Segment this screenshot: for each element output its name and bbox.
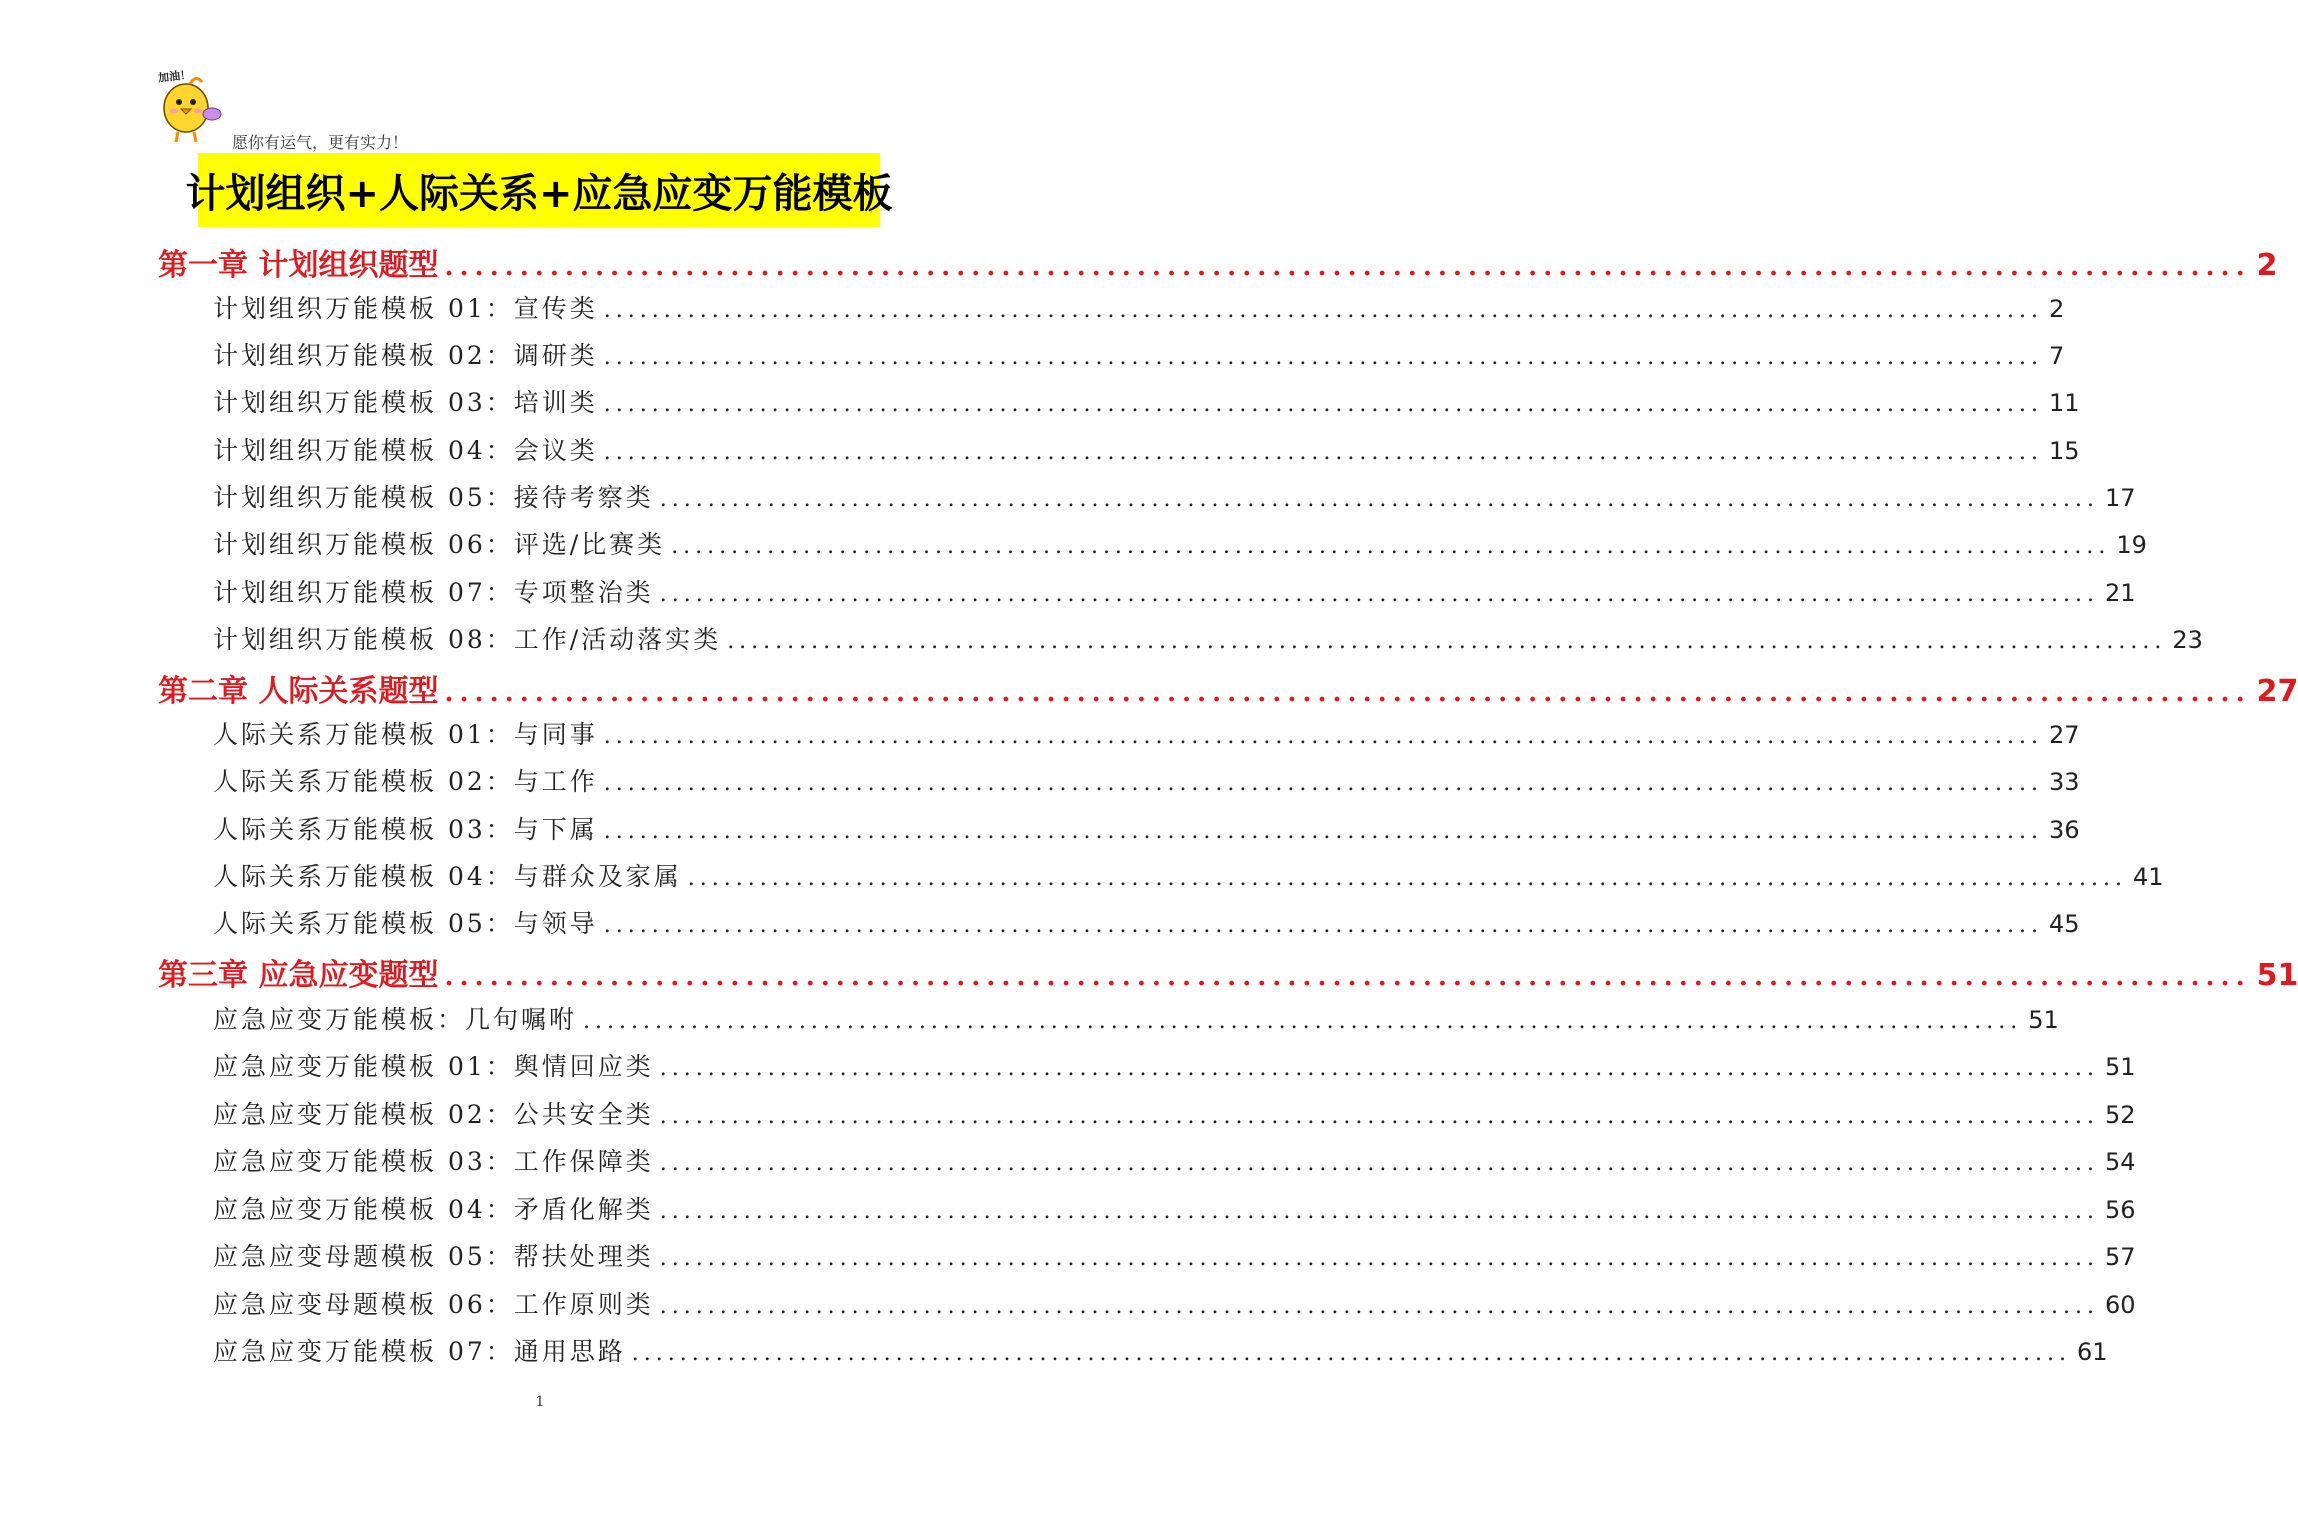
page-number: 1 [535,1394,545,1410]
toc-item-row [213,904,2080,948]
toc-page-number: 19 [2116,531,2147,559]
toc-item-row [213,762,2080,806]
toc-leader-dots: ........................................................................................................................ [631,1341,2071,1366]
toc-item-row [213,478,2136,522]
toc-leader-dots: ........................................................................................................................ [603,819,2043,844]
toc-page-number: 2 [2048,295,2065,323]
toc-item-row [213,620,2203,664]
toc-item-title: 应急应变母题模板 06：工作原则类 [213,1290,654,1319]
toc-leader-dots: ........................................................................................................................ [603,392,2043,417]
toc-leader-dots: ........................................................................................................................ [659,1151,2099,1176]
toc-item-title: 应急应变母题模板 05：帮扶处理类 [213,1242,654,1271]
toc-item-title: 计划组织万能模板 06：评选/比赛类 [213,530,666,559]
document-title-banner [185,153,893,227]
toc-item-title: 应急应变万能模板：几句嘱咐 [213,1005,578,1034]
toc-page-number: 41 [2132,863,2164,891]
toc-item-title: 计划组织万能模板 01：宣传类 [213,294,598,323]
toc-item-title: 人际关系万能模板 04：与群众及家属 [213,862,682,891]
toc-page-number: 57 [2104,1243,2136,1271]
toc-leader-dots: ........................................................................................................................ [659,1056,2099,1081]
toc-item-title: 计划组织万能模板 05：接待考察类 [213,483,654,512]
toc-leader-dots: ........................................................................................................................ [444,962,2251,992]
toc-page-number: 17 [2104,484,2136,512]
toc-page-number: 61 [2076,1338,2108,1366]
toc-leader-dots: ........................................................................................................................ [603,298,2043,323]
toc-item-row [213,1285,2136,1329]
toc-page-number: 7 [2048,342,2065,370]
toc-leader-dots: ........................................................................................................................ [659,1294,2099,1319]
motto-text: 愿你有运气，更有实力！ [232,133,409,152]
toc-leader-dots: ........................................................................................................................ [603,440,2043,465]
toc-leader-dots: ........................................................................................................................ [659,582,2099,607]
toc-chapter-row [158,950,2298,998]
toc-item-title: 应急应变万能模板 01：舆情回应类 [213,1052,654,1081]
toc-item-title: 人际关系万能模板 05：与领导 [213,909,598,938]
toc-page-number: 52 [2104,1101,2136,1129]
mascot-caption: 加油！ [157,68,192,85]
toc-item-title: 计划组织万能模板 08：工作/活动落实类 [213,625,722,654]
toc-item-row [213,383,2080,427]
toc-leader-dots: ........................................................................................................................ [603,345,2043,370]
toc-leader-dots: ........................................................................................................................ [659,1246,2099,1271]
toc-leader-dots: ........................................................................................................................ [659,1104,2099,1129]
toc-item-title: 计划组织万能模板 02：调研类 [213,341,598,370]
toc-page-number: 15 [2048,437,2080,465]
toc-page-number: 51 [2104,1053,2136,1081]
toc-item-row [213,431,2080,475]
toc-item-title: 应急应变万能模板 02：公共安全类 [213,1100,654,1129]
toc-page-number: 60 [2104,1291,2136,1319]
toc-item-row [213,1190,2136,1234]
toc-chapter-title: 第一章 计划组织题型 [158,248,439,283]
toc-item-row [213,810,2080,854]
toc-page-number: 45 [2048,910,2080,938]
toc-item-row [213,857,2164,901]
toc-item-row [213,336,2065,380]
toc-chapter-title: 第三章 应急应变题型 [158,958,439,993]
toc-page-number: 33 [2048,768,2080,796]
toc-page-number: 21 [2104,579,2136,607]
toc-item-title: 人际关系万能模板 03：与下属 [213,815,598,844]
toc-item-row [213,1142,2136,1186]
toc-page-number: 36 [2048,816,2080,844]
document-title: 计划组织+人际关系+应急应变万能模板 [185,170,893,217]
toc-page-number: 51 [2256,958,2298,993]
toc-chapter-row [158,240,2278,288]
toc-chapter-title: 第二章 人际关系题型 [158,674,439,709]
toc-leader-dots: ........................................................................................................................ [603,724,2043,749]
toc-item-row [213,715,2080,759]
toc-page-number: 54 [2104,1148,2136,1176]
toc-leader-dots: ........................................................................................................................ [603,913,2043,938]
toc-leader-dots: ........................................................................................................................ [444,678,2251,708]
toc-item-row [213,1095,2136,1139]
toc-leader-dots: ........................................................................................................................ [583,1009,2023,1034]
toc-item-row [213,573,2136,617]
toc-page-number: 11 [2048,389,2080,417]
toc-item-title: 应急应变万能模板 03：工作保障类 [213,1147,654,1176]
toc-page-number: 23 [2172,626,2203,654]
toc-item-title: 计划组织万能模板 04：会议类 [213,436,598,465]
toc-item-title: 人际关系万能模板 02：与工作 [213,767,598,796]
toc-item-row [213,1237,2136,1281]
toc-item-row [213,1047,2136,1091]
toc-item-title: 人际关系万能模板 01：与同事 [213,720,598,749]
toc-leader-dots: ........................................................................................................................ [659,1199,2099,1224]
toc-item-row [213,289,2065,333]
toc-leader-dots: ........................................................................................................................ [444,252,2251,282]
toc-page-number: 56 [2104,1196,2136,1224]
toc-page-number: 27 [2048,721,2080,749]
toc-page-number: 27 [2256,674,2298,709]
toc-page-number: 2 [2256,248,2278,283]
toc-item-title: 计划组织万能模板 07：专项整治类 [213,578,654,607]
toc-item-row [213,1332,2108,1376]
toc-item-title: 计划组织万能模板 03：培训类 [213,388,598,417]
toc-item-title: 应急应变万能模板 04：矛盾化解类 [213,1195,654,1224]
toc-leader-dots: ........................................................................................................................ [671,534,2111,559]
toc-item-title: 应急应变万能模板 07：通用思路 [213,1337,626,1366]
toc-item-row [213,1000,2059,1044]
toc-item-row [213,525,2147,569]
toc-leader-dots: ........................................................................................................................ [659,487,2099,512]
toc-leader-dots: ........................................................................................................................ [727,629,2167,654]
toc-leader-dots: ........................................................................................................................ [603,771,2043,796]
toc-page-number: 51 [2028,1006,2059,1034]
toc-leader-dots: ........................................................................................................................ [687,866,2127,891]
toc-chapter-row [158,666,2298,714]
